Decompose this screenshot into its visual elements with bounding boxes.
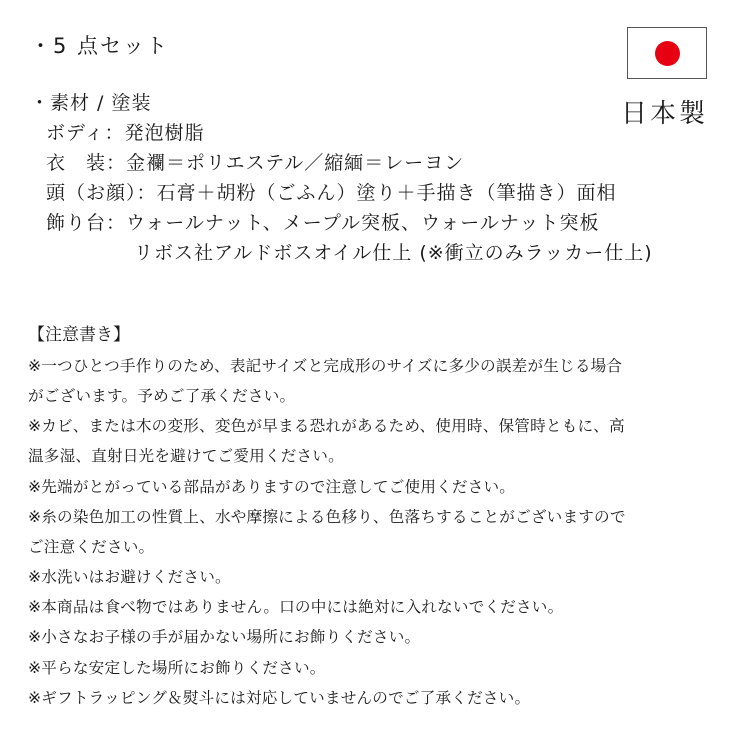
material-stand: 飾り台：ウォールナット、メープル突板、ウォールナット突板 (46, 212, 600, 234)
note-line: ※先端がとがっている部品がありますので注意してご使用ください。 (28, 478, 516, 496)
note-line: ※一つひとつ手作りのため、表記サイズと完成形のサイズに多少の誤差が生じる場合 (28, 357, 623, 375)
note-line: ※平らな安定した場所にお飾りください。 (28, 659, 326, 677)
note-line: ※カビ、または木の変形、変色が早まる恐れがあるため、使用時、保管時ともに、高 (28, 417, 625, 435)
note-line: ※ギフトラッピング＆熨斗には対応していませんのでご了承ください。 (28, 689, 531, 707)
material-head: 頭（お顔）：石膏＋胡粉（ごふん）塗り＋手描き（筆描き）面相 (46, 182, 617, 204)
set-count-text: ・5 点セット (30, 34, 170, 58)
material-stand-finish: リボス社アルドボスオイル仕上 (※衝立のみラッカー仕上) (134, 242, 653, 264)
note-line: ※本商品は食べ物ではありません。口の中には絶対に入れないでください。 (28, 598, 564, 616)
note-line: ※小さなお子様の手が届かない場所にお飾りください。 (28, 628, 421, 646)
japan-flag-icon (627, 27, 707, 79)
notes-heading: 【注意書き】 (28, 325, 130, 345)
material-body: ボディ：発泡樹脂 (46, 122, 205, 144)
made-in-japan-label: 日本製 (621, 99, 709, 129)
note-line: ※糸の染色加工の性質上、水や摩擦による色移り、色落ちすることがございますので (28, 508, 626, 526)
materials-heading: ・素材 / 塗装 (30, 92, 152, 114)
note-line: がございます。予めご了承ください。 (28, 387, 296, 405)
material-costume: 衣 装：金襴＝ポリエステル／縮緬＝レーヨン (46, 152, 465, 174)
note-line: ご注意ください。 (28, 538, 155, 556)
note-line: 温多湿、直射日光を避けてご愛用ください。 (28, 447, 344, 465)
note-line: ※水洗いはお避けください。 (28, 568, 231, 586)
flag-red-disc (655, 41, 680, 66)
